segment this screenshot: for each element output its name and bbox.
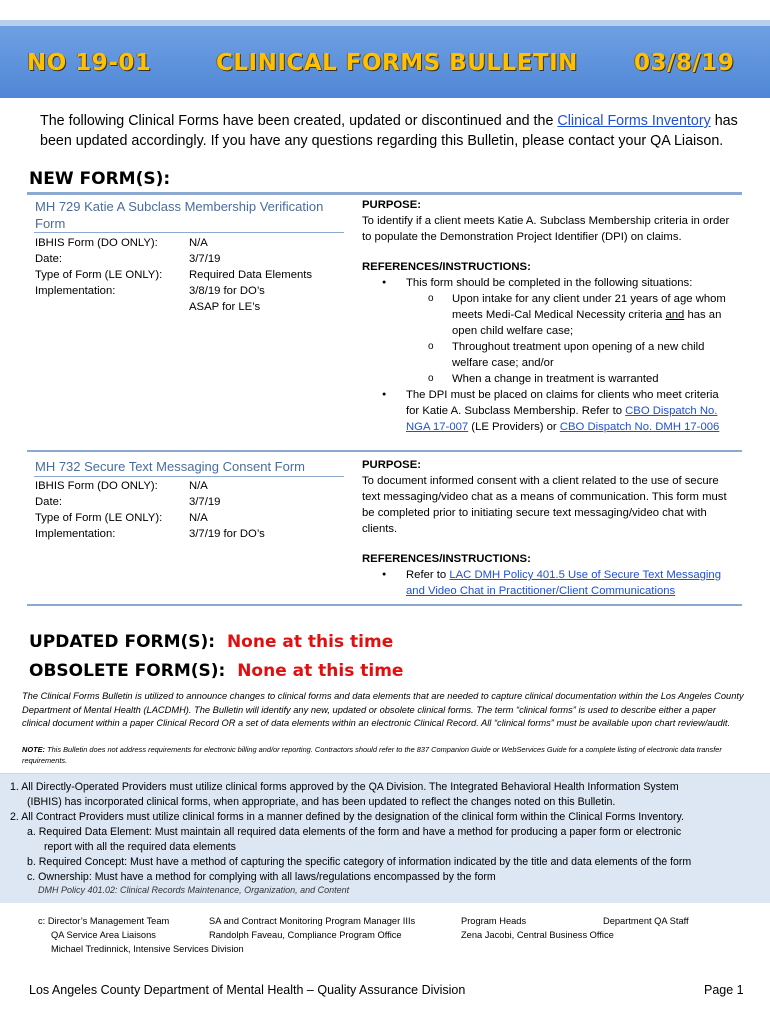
sub-text-emphasis: and	[665, 309, 685, 321]
section-divider	[27, 450, 742, 452]
bulletin-number: NO 19-01	[27, 50, 152, 76]
requirement-item: 1. All Directly-Operated Providers must utilize clinical forms approved by the QA Division. The Integrated Behavioral Health Information System	[10, 781, 679, 793]
meta-label: Type of Form (LE ONLY):	[35, 512, 163, 524]
form-title-mh729: MH 729 Katie A Subclass Membership Verification Form	[35, 199, 324, 231]
footer-organization: Los Angeles County Department of Mental Health – Quality Assurance Division	[29, 983, 466, 997]
cc-recipient: Department QA Staff	[603, 916, 689, 926]
form-details-mh732	[362, 457, 732, 599]
section-divider	[27, 604, 742, 606]
bullet-text-mid: (LE Providers) or	[468, 421, 560, 433]
purpose-label: PURPOSE:	[362, 199, 422, 211]
dmh-policy-401-5-link[interactable]: LAC DMH Policy 401.5 Use of Secure Text Messaging and Video Chat in Practitioner/Client Communications	[406, 569, 721, 597]
meta-label: IBHIS Form (DO ONLY):	[35, 237, 158, 249]
meta-value: Required Data Elements	[189, 269, 313, 281]
meta-value: N/A	[189, 237, 208, 249]
billing-note	[22, 744, 746, 766]
intro-text: The following Clinical Forms have been created, updated or discontinued and the	[40, 113, 558, 129]
meta-value: ASAP for LE’s	[189, 301, 261, 313]
references-label: REFERENCES/INSTRUCTIONS:	[362, 261, 531, 273]
references-label: REFERENCES/INSTRUCTIONS:	[362, 553, 531, 565]
updated-value: None at this time	[226, 632, 394, 652]
requirement-item: 2. All Contract Providers must utilize clinical forms in a manner defined by the designation of the clinical form within the Clinical Forms Inventory.	[10, 811, 684, 823]
cbo-dispatch-nga-link[interactable]: CBO Dispatch No. NGA 17-007	[406, 405, 718, 433]
form-details-mh729	[362, 197, 732, 435]
meta-value: N/A	[189, 480, 208, 492]
sub-text-end: has an open child welfare case;	[452, 309, 722, 337]
bullet-text: The DPI must be placed on claims for clients who meet criteria for Katie A. Subclass Membership. Refer to	[406, 389, 719, 417]
cc-recipient: Zena Jacobi, Central Business Office	[461, 930, 614, 940]
list-item	[362, 567, 732, 599]
note-text: This Bulletin does not address requirements for electronic billing and/or reporting. Contractors should refer to the 837 Companion Guide or WebServices Guide for a complete listing of electronic data transfer requirements.	[22, 745, 722, 765]
bulletin-banner	[0, 20, 770, 98]
bullet-text: Refer to	[406, 569, 450, 581]
requirements-box	[0, 773, 770, 903]
bulletin-title: CLINICAL FORMS BULLETIN	[216, 50, 578, 76]
meta-label: Type of Form (LE ONLY):	[35, 269, 163, 281]
list-item: o When a change in treatment is warranted	[362, 371, 732, 387]
section-divider	[27, 192, 742, 195]
bulletin-date: 03/8/19	[634, 50, 735, 76]
cc-recipient: QA Service Area Liaisons	[51, 930, 156, 940]
meta-value: 3/7/19	[189, 253, 221, 265]
list-item	[362, 387, 732, 435]
clinical-forms-inventory-link[interactable]: Clinical Forms Inventory	[557, 113, 711, 129]
form-title-underline	[34, 476, 344, 477]
purpose-text: To identify if a client meets Katie A. Subclass Membership criteria in order to populate the Demonstration Project Identifier (DPI) on claims.	[362, 215, 730, 243]
meta-label: Implementation:	[35, 285, 116, 297]
sub-text: Upon intake for any client under 21 years of age whom meets Medi-Cal Medical Necessity criteria	[452, 293, 726, 321]
meta-label: Date:	[35, 496, 63, 508]
obsolete-label: OBSOLETE FORM(S):	[29, 661, 226, 681]
obsolete-forms-heading	[29, 661, 403, 681]
meta-label: Implementation:	[35, 528, 116, 540]
purpose-text: To document informed consent with a client related to the use of secure text messaging/video chat as a means of communication. This form must be completed prior to initiating secure text messaging/video chat with clients.	[362, 475, 727, 535]
list-item	[362, 291, 732, 339]
meta-value: 3/7/19 for DO’s	[189, 528, 265, 540]
obsolete-value: None at this time	[237, 661, 404, 681]
list-item: ● This form should be completed in the following situations:	[362, 275, 732, 291]
note-label: NOTE:	[22, 745, 45, 754]
requirement-item: (IBHIS) has incorporated clinical forms, when appropriate, and has been updated to reflect the changes noted on this Bulletin.	[27, 796, 616, 808]
page-number: Page 1	[704, 983, 744, 997]
updated-label: UPDATED FORM(S):	[29, 632, 216, 652]
cc-recipient: SA and Contract Monitoring Program Manager IIIs	[209, 916, 416, 926]
requirement-item: b. Required Concept: Must have a method of capturing the specific category of information indicated by the title and data elements of the form	[27, 856, 692, 868]
purpose-label: PURPOSE:	[362, 459, 422, 471]
meta-value: N/A	[189, 512, 208, 524]
requirement-item: report with all the required data elements	[44, 841, 236, 853]
list-item: o Throughout treatment upon opening of a new child welfare case; and/or	[362, 339, 732, 371]
policy-reference: DMH Policy 401.02: Clinical Records Maintenance, Organization, and Content	[38, 885, 350, 895]
updated-forms-heading	[29, 632, 393, 652]
meta-value: 3/8/19 for DO’s	[189, 285, 265, 297]
intro-paragraph	[40, 111, 740, 151]
meta-label: Date:	[35, 253, 63, 265]
cbo-dispatch-dmh-link[interactable]: CBO Dispatch No. DMH 17-006	[559, 421, 720, 433]
meta-label: IBHIS Form (DO ONLY):	[35, 480, 158, 492]
new-forms-heading: NEW FORM(S):	[29, 169, 171, 189]
form-title-mh732: MH 732 Secure Text Messaging Consent Form	[35, 459, 305, 474]
meta-value: 3/7/19	[189, 496, 221, 508]
cc-recipient: c: Director’s Management Team	[38, 916, 170, 926]
cc-recipient: Randolph Faveau, Compliance Program Office	[209, 930, 402, 940]
requirement-item: c. Ownership: Must have a method for complying with all laws/regulations encompassed by the form	[27, 871, 496, 883]
cc-recipient: Michael Tredinnick, Intensive Services Division	[51, 944, 244, 954]
intro-text-end: has been updated accordingly. If you have any questions regarding this Bulletin, please contact your QA Liaison.	[40, 113, 738, 149]
bulletin-disclaimer: The Clinical Forms Bulletin is utilized to announce changes to clinical forms and data elements that are needed to capture clinical documentation within the Los Angeles County Department of Mental Health (LACDMH). The Bulletin will identify any new, updated or obsolete clinical forms. The term “clinical forms” is used to describe either a paper clinical document within a paper Clinical Record OR a set of data elements within an electronic Clinical Record. All “clinical forms” must be available upon chart review/audit.	[22, 691, 744, 728]
requirement-item: a. Required Data Element: Must maintain all required data elements of the form and have a method for producing a paper form or electronic	[27, 826, 682, 838]
form-title-underline	[34, 232, 344, 233]
cc-recipient: Program Heads	[461, 916, 527, 926]
